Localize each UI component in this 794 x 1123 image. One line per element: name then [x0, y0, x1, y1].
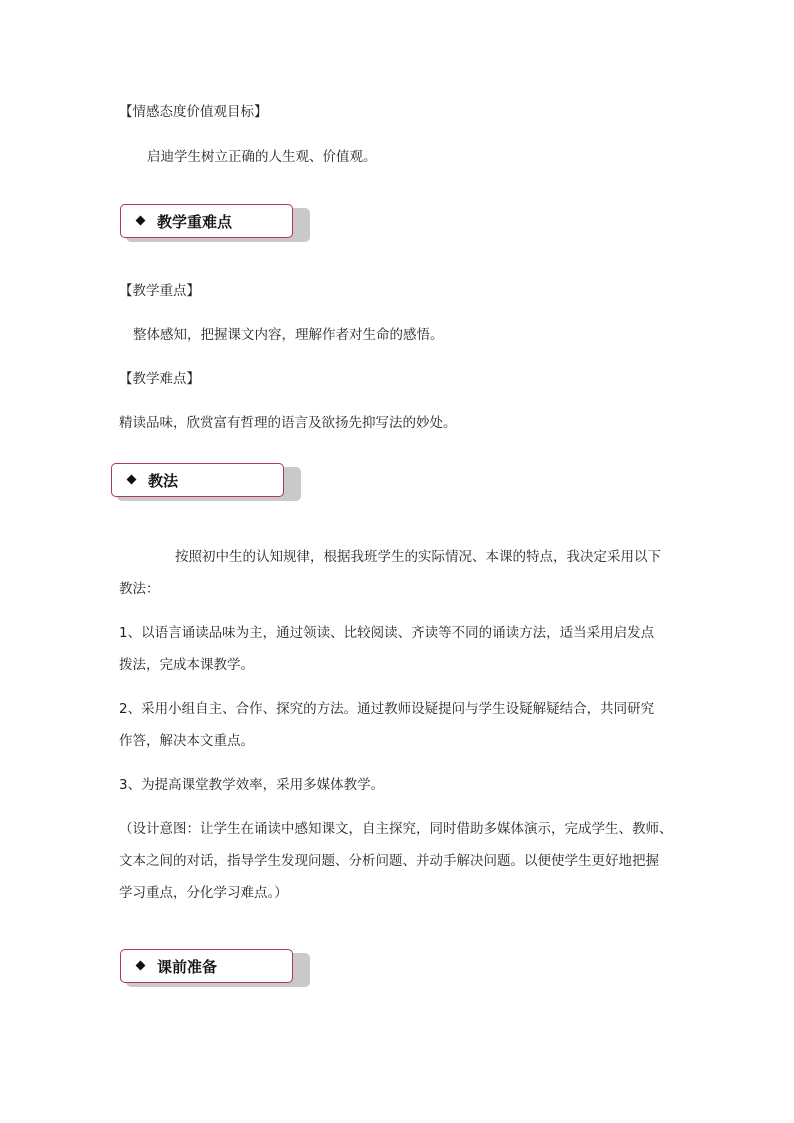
section-box: [111, 463, 284, 497]
methods-item2-line2: 作答，解决本文重点。: [119, 733, 254, 749]
section-title: 教法: [148, 472, 179, 490]
diamond-icon: [136, 961, 146, 971]
affect-goal-heading: 【情感态度价值观目标】: [119, 104, 268, 120]
methods-item3: 3、为提高课堂教学效率，采用多媒体教学。: [119, 777, 385, 793]
methods-item2-line1: 2、采用小组自主、合作、探究的方法。通过教师设疑提问与学生设疑解疑结合，共同研究: [119, 701, 655, 717]
difficult-point-text: 精读品味，欣赏富有哲理的语言及欲扬先抑写法的妙处。: [119, 415, 457, 431]
methods-item1-line2: 拨法，完成本课教学。: [119, 657, 254, 673]
section-title: 课前准备: [157, 958, 218, 976]
section-box: [120, 949, 293, 983]
design-intent-line3: 学习重点，分化学习难点。）: [119, 885, 288, 901]
section-box: [120, 204, 293, 238]
key-point-text: 整体感知，把握课文内容，理解作者对生命的感悟。: [133, 327, 444, 343]
methods-intro-line1: 按照初中生的认知规律，根据我班学生的实际情况、本课的特点，我决定采用以下: [175, 549, 661, 565]
difficult-point-heading: 【教学难点】: [119, 371, 200, 387]
diamond-icon: [127, 475, 137, 485]
methods-item1-line1: 1、以语言诵读品味为主，通过领读、比较阅读、齐读等不同的诵读方法，适当采用启发点: [119, 625, 655, 641]
key-point-heading: 【教学重点】: [119, 283, 200, 299]
diamond-icon: [136, 216, 146, 226]
affect-goal-text: 启迪学生树立正确的人生观、价值观。: [147, 149, 377, 165]
section-title: 教学重难点: [157, 213, 233, 231]
methods-intro-line2: 教法：: [119, 581, 160, 597]
design-intent-line1: （设计意图：让学生在诵读中感知课文，自主探究，同时借助多媒体演示，完成学生、教师、: [119, 821, 673, 837]
design-intent-line2: 文本之间的对话，指导学生发现问题、分析问题、并动手解决问题。以便使学生更好地把握: [119, 853, 659, 869]
